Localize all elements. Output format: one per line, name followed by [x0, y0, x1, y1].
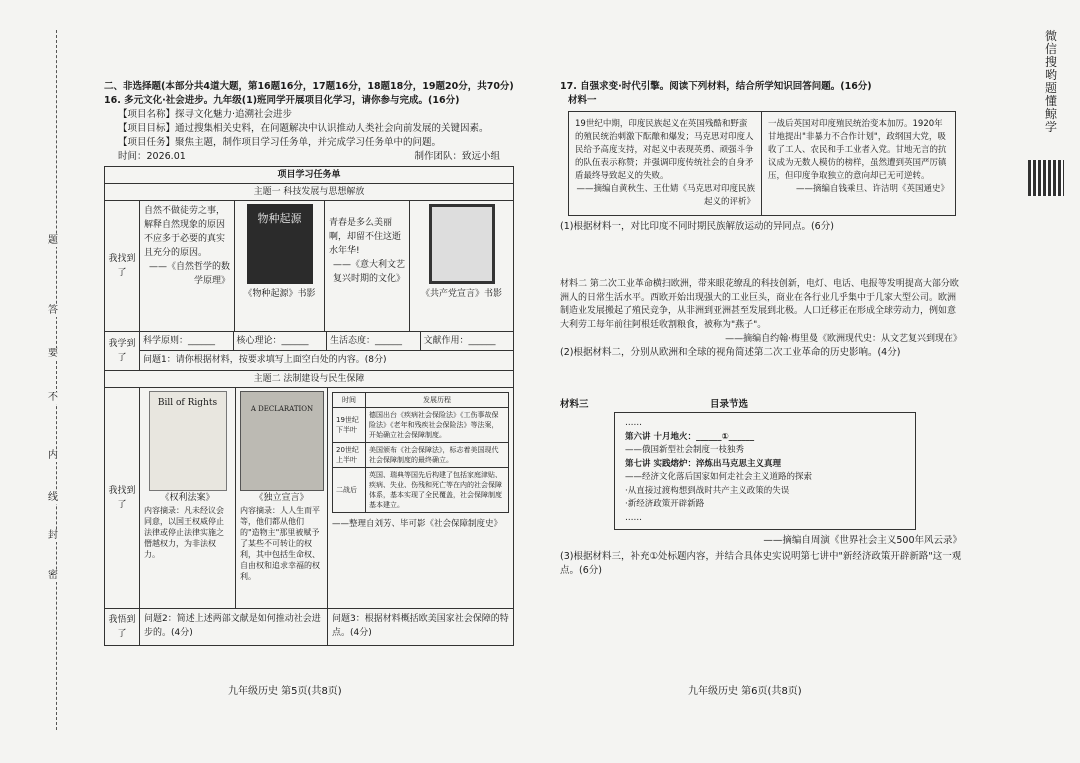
table-of-contents [614, 412, 916, 530]
row-label: 我悟到了 [105, 609, 140, 645]
binding-char: 答 [48, 305, 58, 316]
page-5 [104, 80, 514, 646]
material-2-source: ——摘编自约翰·梅里曼《欧洲现代史：从文艺复兴到现在》 [725, 334, 962, 344]
side-watermark-text: 微信搜哟题懂鲸学 [1045, 29, 1058, 134]
bill-excerpt: 内容摘录：凡未经议会同意，以国王权威停止法律或停止法律实施之僭越权力，为非法权力。 [144, 506, 224, 559]
row-label: 我找到了 [105, 388, 140, 608]
binding-char: 封 [48, 530, 58, 541]
blank-document-role[interactable]: 文献作用：______ [423, 336, 496, 346]
material-1-box [568, 111, 956, 216]
social-security-table [332, 392, 509, 513]
theme1-learn-row [105, 332, 513, 371]
table-cell-time: 二战后 [333, 468, 366, 513]
table-row [333, 443, 509, 468]
toc-line: ——经济文化落后国家如何走社会主义道路的探索 [625, 472, 813, 482]
material-1-left-text: 19世纪中期，印度民族起义在英国残酷和野蛮的殖民统治刺激下酝酿和爆发；马克思对印度人民给予高度支持，对起义中表现英勇、顽强斗争的队伍表示称赞；并强调印度传统社会的自身矛盾最终导致起义的失败。 [575, 119, 754, 181]
bill-title-text: Bill of Rights [157, 398, 218, 408]
binding-char: 内 [48, 450, 58, 461]
task-sheet-caption: 项目学习任务单 [105, 167, 513, 184]
table-cell-time: 19世纪下半叶 [333, 408, 366, 443]
question-1: 问题1：请你根据材料，按要求填写上面空白处的内容。(8分) [143, 355, 387, 365]
binding-char: 要 [48, 348, 58, 359]
table-header-row [333, 393, 509, 408]
bill-caption: 《权利法案》 [160, 493, 215, 503]
toc-line: 第七讲 实践熔炉：淬炼出马克思主义真理 [625, 458, 781, 469]
material-1-right-source: ——摘编自钱乘旦、许洁明《英国通史》 [795, 184, 949, 194]
binding-char: 不 [48, 392, 58, 403]
table-header: 发展历程 [366, 393, 509, 408]
material-2-text: 材料二 第二次工业革命横扫欧洲，带来眼花缭乱的科技创新，电灯、电话、电报等发明提高大部分欧洲人的日常生活水平。西欧开始出现强大的工业巨头，商业在各行业几乎集中于几家大型公司。欧洲制造业发展搬起了殖民竞争，从非洲到亚洲甚至发展到北极。人口迁移正在形成全球劳动力，例如意大利劳工每年前往阿根廷收割粮食，被称为"燕子"。 [560, 279, 959, 330]
table-header: 时间 [333, 393, 366, 408]
blank-life-attitude[interactable]: 生活态度：______ [327, 332, 421, 350]
q17-part-2: (2)根据材料二，分别从欧洲和全球的视角简述第二次工业革命的历史影响。(4分) [560, 347, 901, 358]
communist-manifesto-image [429, 204, 495, 284]
project-name: 【项目名称】探寻文化魅力·追溯社会进步 [118, 109, 293, 120]
material-1-label: 材料一 [568, 95, 597, 106]
page-6 [560, 80, 962, 578]
binding-char: 密 [48, 570, 58, 581]
binding-char: 线 [48, 492, 58, 503]
table-row [333, 408, 509, 443]
project-time: 时间：2026.01 [118, 151, 186, 162]
theme1-found-row [105, 201, 513, 332]
material-1-right-text: 一战后英国对印度殖民统治变本加厉。1920年甘地提出"非暴力不合作计划"，政纲国大党，吸收了工人、农民和手工业者入党。甘地无言的抗议成为无数人模仿的榜样，虽然遭到英国严厉镇压，但印度争取独立的意向却已无可逆转。 [768, 119, 947, 181]
row-label: 我学到了 [105, 332, 140, 370]
table-cell-desc: 德国出台《疾病社会保险法》《工伤事故保险法》《老年和残疾社会保险法》等法案，开始确立社会保障制度。 [366, 408, 509, 443]
table-cell-time: 20世纪上半叶 [333, 443, 366, 468]
page-6-footer: 九年级历史 第6页(共8页) [688, 686, 802, 697]
newton-source: ——《自然哲学的数学原理》 [148, 262, 230, 286]
toc-line: …… [625, 512, 642, 523]
theme2-heading: 主题二 法制建设与民生保障 [105, 371, 513, 388]
table-row [333, 468, 509, 513]
material-3-label: 材料三 [560, 399, 589, 410]
theme2-insight-row [105, 609, 513, 645]
project-goal: 【项目目标】通过搜集相关史料，在问题解决中认识推动人类社会向前发展的关键因素。 [118, 123, 489, 134]
project-task: 【项目任务】聚焦主题，制作项目学习任务单，并完成学习任务单中的问题。 [118, 137, 442, 148]
declaration-image [240, 391, 324, 491]
q17-part-1: (1)根据材料一，对比印度不同时期民族解放运动的异同点。(6分) [560, 221, 834, 232]
origin-of-species-caption: 《物种起源》书影 [243, 289, 316, 299]
binding-margin [40, 30, 72, 730]
page-5-footer: 九年级历史 第5页(共8页) [228, 686, 342, 697]
q17-title: 17. 自强求变·时代引擎。阅读下列材料，结合所学知识回答问题。(16分) [560, 81, 872, 92]
table-cell-desc: 美国颁布《社会保障法》，标志着美国现代社会保障制度的最终确立。 [366, 443, 509, 468]
origin-of-species-image [247, 204, 313, 284]
theme1-heading: 主题一 科技发展与思想解放 [105, 184, 513, 201]
theme2-found-row [105, 388, 513, 609]
renaissance-source: ——《意大利文艺复兴时期的文化》 [332, 260, 405, 284]
blank-science-principle[interactable]: 科学原则：______ [140, 332, 234, 350]
communist-manifesto-caption: 《共产党宣言》书影 [420, 289, 502, 299]
renaissance-quote: 青春是多么美丽啊，却留不住这逝水年华! [329, 218, 402, 256]
material-1-left-source: ——摘编自黄秋生、王仕婧《马克思对印度民族起义的评析》 [576, 184, 755, 207]
toc-line: ·新经济政策开辟新路 [625, 499, 705, 509]
row-label: 我找到了 [105, 201, 140, 331]
toc-line: …… [625, 418, 642, 428]
toc-line: 第六讲 十月地火：______①______ [625, 431, 755, 442]
blank-core-theory[interactable]: 核心理论：______ [234, 332, 328, 350]
section-heading: 二、非选择题(本部分共4道大题，第16题16分，17题16分，18题18分，19题20分，共70分) [104, 81, 514, 92]
q16-title: 16. 多元文化·社会进步。九年级(1)班同学开展项目化学习，请你参与完成。(16分) [104, 95, 460, 106]
book-title-text: 物种起源 [257, 212, 302, 225]
newton-quote: 自然不做徒劳之事，解释自然现象的原因不应多于必要的真实且充分的原因。 [144, 206, 226, 258]
table-source: ——整理自刘芳、毕可影《社会保障制度史》 [332, 519, 503, 529]
declaration-caption: 《独立宣言》 [254, 493, 309, 503]
binding-char: 题 [48, 235, 58, 246]
q17-part-3: (3)根据材料三，补充①处标题内容，并结合具体史实说明第七讲中"新经济政策开辟新路"这一观点。(6分) [560, 551, 962, 576]
binding-dashed-line [56, 30, 57, 730]
declaration-title-text: A DECLARATION [250, 405, 314, 413]
task-sheet [104, 166, 514, 646]
table-cell-desc: 英国、瑞典等国先后构建了包括家庭津贴、疾病、失业、伤残和死亡等在内的社会保障体系，基本实现了全民覆盖，社会保障制度基本建立。 [366, 468, 509, 513]
toc-line: ·从直接过渡构想到战时共产主义政策的失误 [625, 485, 790, 496]
declaration-excerpt: 内容摘录：人人生而平等，他们都从他们的"造物主"那里被赋予了某些不可转让的权利，其中包括生命权、自由权和追求幸福的权利。 [240, 506, 320, 581]
question-2: 问题2：简述上述两部文献是如何推动社会进步的。(4分) [140, 609, 328, 645]
toc-line: ——俄国新型社会制度一枝独秀 [625, 445, 745, 455]
qr-code [1028, 160, 1064, 196]
bill-of-rights-image [149, 391, 227, 491]
material-3-source: ——摘编自周演《世界社会主义500年风云录》 [763, 535, 962, 546]
material-3-title: 目录节选 [710, 399, 749, 410]
question-3: 问题3：根据材料概括欧美国家社会保障的特点。(4分) [332, 614, 509, 638]
project-team: 制作团队：致远小组 [414, 151, 500, 162]
